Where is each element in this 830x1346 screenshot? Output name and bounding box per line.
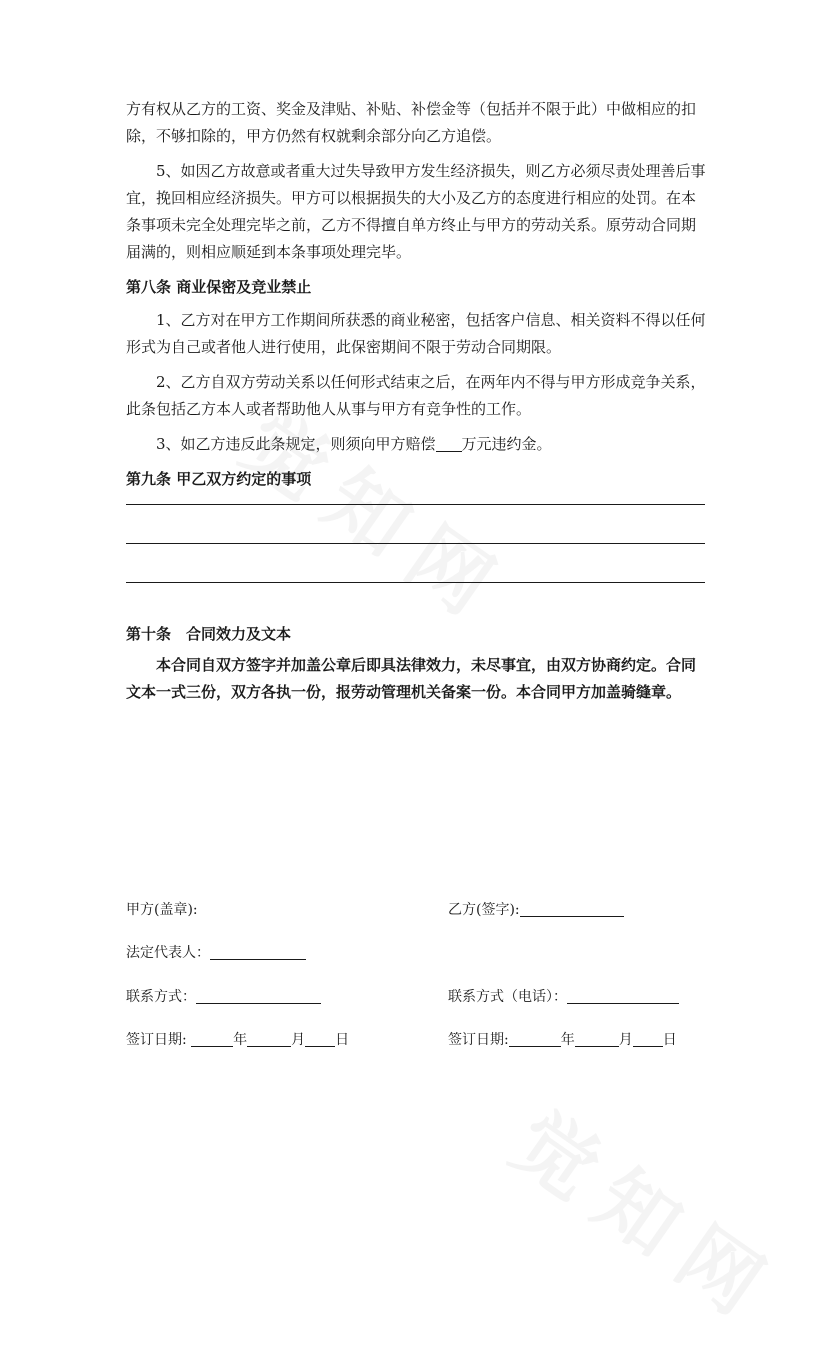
blank-line-2[interactable] [126, 543, 705, 544]
blank-line-3[interactable] [126, 582, 705, 583]
paragraph-8-2: 2、乙方自双方劳动关系以任何形式结束之后，在两年内不得与甲方形成竞争关系，此条包括乙方本人或者帮助他人从事与甲方有竞争性的工作。 [126, 373, 706, 418]
article-10 [126, 621, 706, 706]
paragraph-article-10: 本合同自双方签字并加盖公章后即具法律效力，未尽事宜，由双方协商约定。合同文本一式三份，双方各执一份，报劳动管理机关备案一份。本合同甲方加盖骑缝章。 [126, 656, 697, 701]
paragraph-continued: 方有权从乙方的工资、奖金及津贴、补贴、补偿金等（包括并不限于此）中做相应的扣除，不够扣除的，甲方仍然有权就剩余部分向乙方追偿。 [126, 100, 697, 145]
heading-article-9: 第九条 甲乙双方约定的事项 [126, 470, 312, 488]
contact-a [126, 987, 321, 1007]
date-b-day-blank[interactable] [633, 1031, 663, 1047]
contact-b-label: 联系方式（电话）： [448, 989, 567, 1005]
document-body [126, 96, 706, 499]
contact-b-blank[interactable] [567, 988, 679, 1004]
contact-b [448, 987, 679, 1007]
contact-a-label: 联系方式： [126, 989, 196, 1005]
party-b-blank[interactable] [520, 901, 624, 917]
date-a-day: 日 [335, 1032, 350, 1048]
party-b-sign [448, 900, 624, 920]
legal-rep-label: 法定代表人： [126, 945, 210, 961]
date-a-year-blank[interactable] [191, 1031, 233, 1047]
date-b-day: 日 [662, 1032, 677, 1048]
penalty-amount-blank[interactable] [436, 436, 462, 452]
legal-representative [126, 943, 306, 963]
date-b-month: 月 [618, 1032, 633, 1048]
date-a [126, 1030, 349, 1050]
party-b-label: 乙方(签字): [448, 902, 520, 918]
party-a-label: 甲方(盖章): [126, 902, 198, 918]
watermark-bottom [494, 1080, 806, 1346]
date-a-month: 月 [291, 1032, 306, 1048]
date-a-day-blank[interactable] [305, 1031, 335, 1047]
heading-article-8: 第八条 商业保密及竞业禁止 [126, 278, 312, 296]
date-a-label: 签订日期: [126, 1032, 187, 1048]
legal-rep-blank[interactable] [210, 944, 306, 960]
date-b-year-blank[interactable] [509, 1031, 561, 1047]
paragraph-8-3-before: 3、如乙方违反此条规定，则须向甲方赔偿 [156, 435, 436, 453]
date-b [448, 1030, 677, 1050]
contact-a-blank[interactable] [196, 988, 321, 1004]
date-a-year: 年 [233, 1032, 248, 1048]
party-a-seal [126, 900, 198, 920]
paragraph-8-3-after: 万元违约金。 [461, 435, 552, 453]
paragraph-8-3 [126, 431, 706, 458]
paragraph-8-1: 1、乙方对在甲方工作期间所获悉的商业秘密，包括客户信息、相关资料不得以任何形式为自己或者他人进行使用，此保密期间不限于劳动合同期限。 [126, 311, 706, 356]
date-b-month-blank[interactable] [575, 1031, 619, 1047]
heading-article-10: 第十条 合同效力及文本 [126, 625, 292, 643]
date-b-year: 年 [560, 1032, 575, 1048]
blank-line-1[interactable] [126, 504, 705, 505]
date-b-label: 签订日期: [448, 1032, 509, 1048]
paragraph-clause-5: 5、如因乙方故意或者重大过失导致甲方发生经济损失，则乙方必须尽责处理善后事宜，挽回相应经济损失。甲方可以根据损失的大小及乙方的态度进行相应的处罚。在本条事项未完全处理完毕之前，乙方不得擅自单方终止与甲方的劳动关系。原劳动合同期届满的，则相应顺延到本条事项处理完毕。 [126, 162, 706, 261]
date-a-month-blank[interactable] [247, 1031, 291, 1047]
